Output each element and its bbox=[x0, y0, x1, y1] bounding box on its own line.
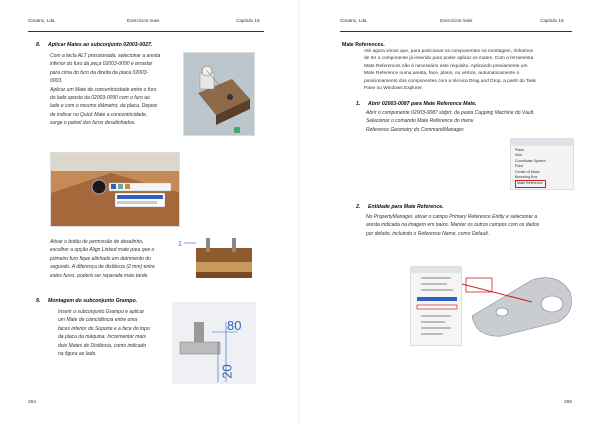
side-view-illustration bbox=[176, 234, 254, 292]
step-1-heading: 1. Abrir 02003-0087 para Mate Reference Mate. bbox=[356, 101, 477, 107]
header-rule bbox=[340, 31, 572, 32]
part-image bbox=[183, 52, 255, 136]
dimension-20: 20 bbox=[219, 364, 235, 379]
step-2-heading: 2. Entidade para Mate Reference. bbox=[356, 204, 444, 210]
property-manager-panel bbox=[410, 266, 462, 346]
part-edge-image bbox=[462, 266, 576, 346]
header-center: Exercícios reais bbox=[127, 18, 160, 23]
header-left: Creatrix, Lda. bbox=[28, 18, 56, 23]
dimension-80: 80 bbox=[227, 318, 242, 333]
page-number-right: 265 bbox=[564, 400, 573, 405]
menu-toolbar bbox=[511, 139, 574, 146]
grampo-image bbox=[172, 302, 256, 384]
quick-mate-image bbox=[50, 152, 180, 227]
header-right: Capítulo 18 bbox=[540, 18, 564, 23]
intro-text: Até agora vimos que, para posicionar os componentes na montagem, tínhamos de ter o componente já inserido para poder aplicar os mates. Com a ferramenta Mate References não é necessário este requisito. Aplicando previamente um Mate Reference numa aresta, face, plano, ou vértice, automaticamente o posicionamento dos componentes com a técnica Drag and Drop, a partir do Task Pane ou Windows Explorer. bbox=[364, 49, 536, 92]
header-center: Exercícios reais bbox=[440, 18, 473, 23]
step-9-heading: 9. Montagem do subconjunto Grampo. bbox=[36, 298, 138, 304]
menu-item-plane[interactable]: Plane bbox=[515, 148, 525, 152]
menu-item-bounding-box[interactable]: Bounding Box bbox=[515, 175, 538, 180]
side-view-image bbox=[176, 234, 254, 292]
menu-item-coordinate-system[interactable]: Coordinate System bbox=[515, 158, 546, 163]
step-8-heading: 8. Aplicar Mates ao subconjunto 02003-0027. bbox=[36, 42, 153, 48]
menu-item-mate-reference[interactable]: Mate Reference bbox=[515, 180, 546, 187]
grampo-illustration bbox=[172, 302, 256, 384]
menu-item-center-of-mass[interactable]: Center of Mass bbox=[515, 169, 540, 174]
part-illustration bbox=[184, 53, 255, 136]
menu-list bbox=[515, 148, 546, 188]
step-9-text: Inserir o subconjunto Grampo e aplicar um Mate de coincidência entre uma faces inferior do Suporte e a face do topo da placa da máquina. Incrementar mais dois Mates de Distância, como indicado na figura ao lado. bbox=[58, 309, 150, 358]
menu-item-axis[interactable]: Axis bbox=[515, 153, 522, 158]
step-2-text: No PropertyManager, ativar o campo Primary Reference Entity e selecionar a aresta indicada na imagem em baixo. Manter os outros campos com os dados por defeito, incluindo o Reference Name, como Default. bbox=[366, 214, 540, 237]
property-manager-illustration bbox=[411, 267, 462, 346]
part-edge-illustration bbox=[462, 266, 576, 346]
svg-text:1: 1 bbox=[178, 241, 182, 248]
reference-geometry-menu bbox=[510, 138, 574, 190]
paragraph-2: Ativar o botão de permissão de desalinho, escolher a opção Align Linked mate para que o primeiro furo fique alinhado em detrimento do segundo. A diferença de distância (2 mm) entre estes furos, poderá ser reparada mais tarde. bbox=[50, 239, 155, 279]
header-rule bbox=[28, 31, 264, 32]
header-right: Capítulo 18 bbox=[236, 18, 260, 23]
menu-item-point[interactable]: Point bbox=[515, 164, 524, 169]
step-8-text: Com a tecla ALT pressionada, selecionar a aresta inferior do furo da peça 02003-0090 e arrastar para cima do furo da direita da placa 02003- 0003. Aplicar um Mate de concentricidade entre o furo do lado oposto da 02003-0090 com o furo ao lado e com o mesmo diâmetro, da placa. Depois de indicar no Quick Mate a concentricidade, surge o painel dos furos desalinhados. bbox=[50, 53, 161, 127]
step-1-text: Abrir o componente 02003-0087.sldprt, da pasta Capping Machine do Vault. Selecionar o comando Mate Reference do menu Reference Geometry do CommandManager. bbox=[366, 110, 535, 133]
quick-mate-illustration bbox=[51, 153, 180, 227]
right-page bbox=[300, 0, 600, 424]
header-left: Creatrix, Lda. bbox=[340, 18, 368, 23]
page-number-left: 264 bbox=[28, 400, 37, 405]
section-heading: Mate References. bbox=[342, 42, 385, 48]
